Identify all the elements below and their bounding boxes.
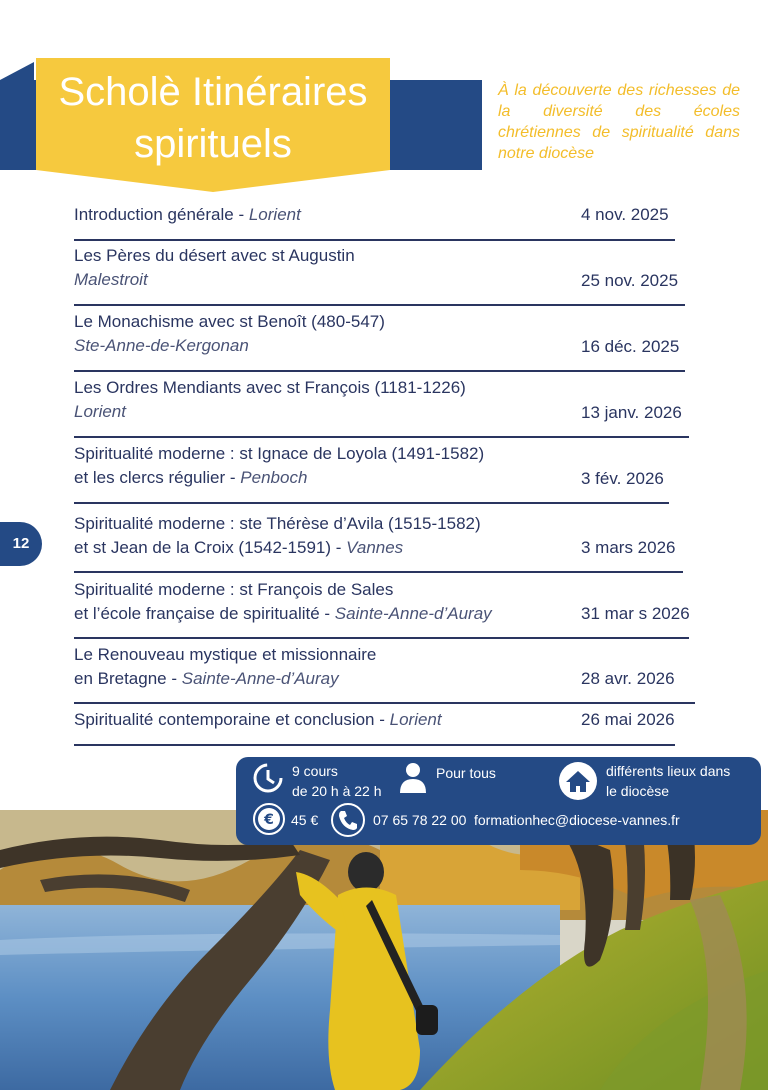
session-title: Spiritualité moderne : st Ignace de Loyola (1491-1582) [74, 444, 485, 463]
session-row [74, 511, 683, 573]
session-title: Spiritualité contemporaine et conclusion - Lorient [74, 710, 442, 729]
session-place: Penboch [240, 468, 308, 487]
session-date: 25 nov. 2025 [581, 271, 679, 290]
svg-text:€: € [264, 812, 274, 828]
title-line-2: spirituels [134, 122, 292, 166]
session-place: Ste-Anne-de-Kergonan [74, 336, 249, 355]
session-date: 28 avr. 2026 [581, 669, 675, 688]
session-title: Les Ordres Mendiants avec st François (1181-1226) [74, 378, 466, 397]
session-title: Introduction générale - Lorient [74, 205, 301, 224]
session-date: 13 janv. 2026 [581, 403, 682, 422]
tagline: À la découverte des richesses de la diversité des écoles chrétiennes de spiritualité dans notre diocèse [498, 82, 740, 162]
page-number: 12 [0, 522, 42, 566]
session-row [74, 642, 695, 704]
session-place: Malestroit [74, 270, 148, 289]
session-row [74, 243, 685, 306]
session-row [74, 309, 685, 372]
session-title-line-2: et l’école française de spiritualité - Sainte-Anne-d’Auray [74, 604, 492, 623]
session-place: Sainte-Anne-d’Auray [181, 669, 339, 688]
session-title: Le Monachisme avec st Benoît (480-547) [74, 312, 385, 331]
session-row [74, 706, 675, 746]
lakeside-illustration [0, 810, 768, 1090]
session-date: 31 mar s 2026 [581, 604, 690, 623]
session-date: 16 déc. 2025 [581, 337, 680, 356]
title-line-1: Scholè Itinéraires [58, 70, 368, 114]
session-place: Vannes [346, 538, 404, 557]
phone-icon [330, 802, 366, 841]
clock-icon [251, 761, 285, 798]
audience-info: Pour tous [436, 765, 496, 781]
person-icon [398, 761, 428, 796]
session-date: 4 nov. 2025 [581, 205, 669, 224]
phone-number[interactable]: 07 65 78 22 00 [373, 812, 467, 828]
house-icon [558, 761, 598, 804]
session-date: 3 fév. 2026 [581, 469, 664, 488]
session-row [74, 202, 675, 241]
email-link[interactable]: formationhec@diocese-vannes.fr [474, 812, 680, 828]
euro-icon [252, 802, 286, 839]
session-title: Spiritualité moderne : st François de Sales [74, 580, 394, 599]
session-date: 26 mai 2026 [581, 710, 675, 729]
info-box [236, 757, 761, 845]
session-row [74, 375, 689, 438]
session-place: Lorient [74, 402, 126, 421]
session-title-line-2: et st Jean de la Croix (1542-1591) - Vannes [74, 538, 404, 557]
session-title-line-2: et les clercs régulier - Penboch [74, 468, 308, 487]
session-title: Les Pères du désert avec st Augustin [74, 246, 355, 265]
session-place: Lorient [389, 710, 442, 729]
session-title-line-2: en Bretagne - Sainte-Anne-d’Auray [74, 669, 339, 688]
session-row [74, 441, 669, 504]
page-title [36, 66, 390, 170]
header-band-tip [0, 62, 34, 80]
courses-info: 9 cours de 20 h à 22 h [292, 763, 382, 799]
session-title: Le Renouveau mystique et missionnaire [74, 645, 377, 664]
price-info: 45 € [291, 812, 319, 828]
session-title: Spiritualité moderne : ste Thérèse d’Avila (1515-1582) [74, 514, 481, 533]
title-arrow [36, 170, 390, 192]
session-place: Sainte-Anne-d’Auray [334, 604, 492, 623]
session-date: 3 mars 2026 [581, 538, 676, 557]
places-info: différents lieux dans le diocèse [606, 763, 731, 799]
session-row [74, 577, 689, 639]
lakeside-photo [0, 810, 768, 1090]
session-place: Lorient [248, 205, 301, 224]
